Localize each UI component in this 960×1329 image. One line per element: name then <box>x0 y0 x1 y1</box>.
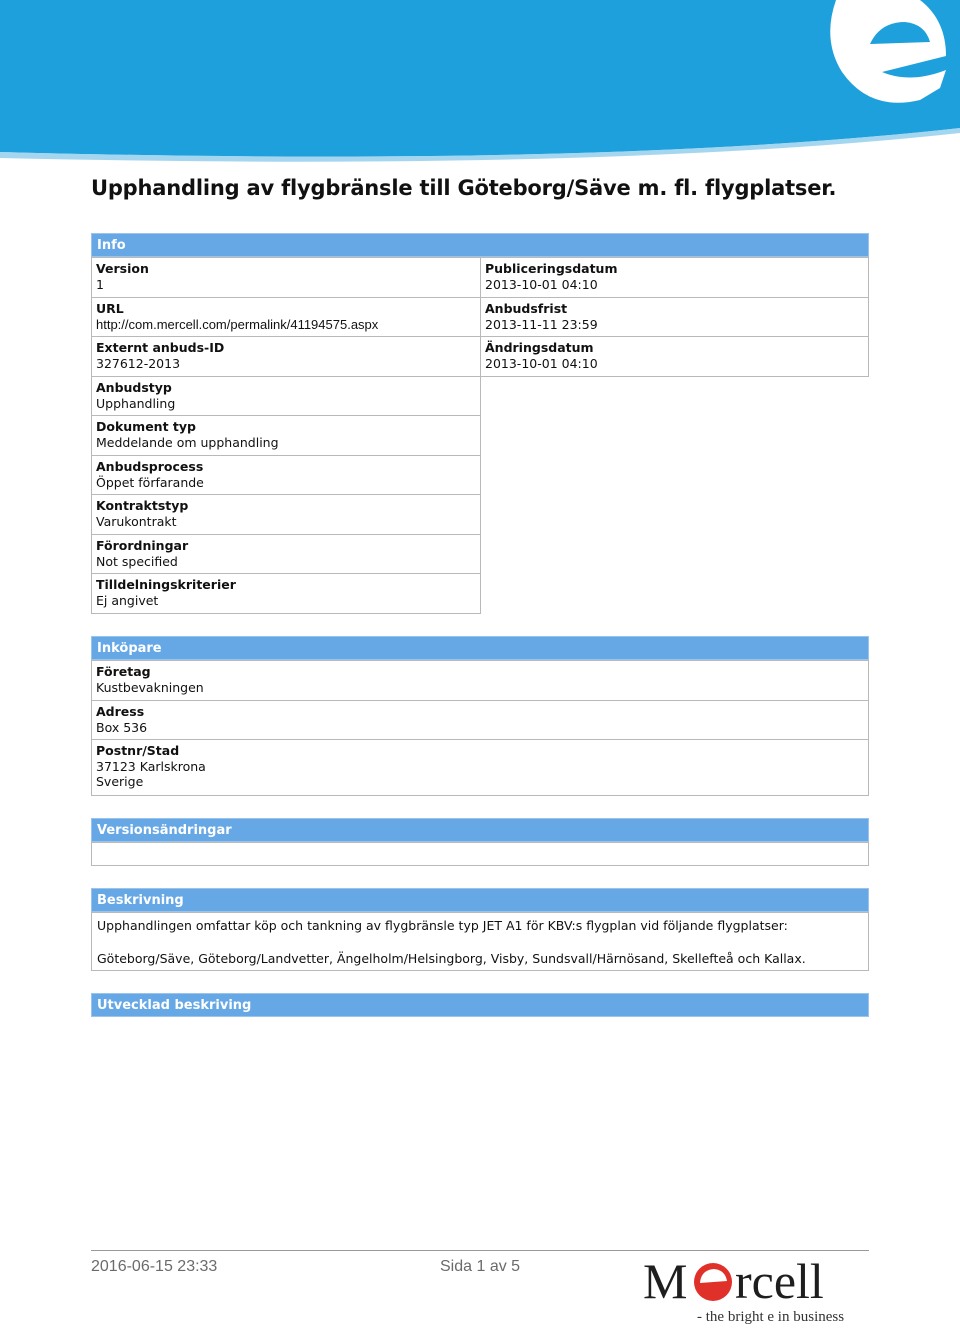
field-label: Anbudstyp <box>96 380 172 395</box>
document-title: Upphandling av flygbränsle till Göteborg/Säve m. fl. flygplatser. <box>91 176 837 200</box>
info-field-process <box>91 455 481 495</box>
info-field-external-id <box>91 336 481 377</box>
info-field-url <box>91 297 481 337</box>
country-value: Sverige <box>96 774 144 789</box>
field-label: Postnr/Stad <box>96 743 180 758</box>
info-field-regulations <box>91 534 481 574</box>
field-label: Tilldelningskriterier <box>96 577 236 592</box>
field-value: Öppet förfarande <box>96 474 204 490</box>
info-field-document-type <box>91 415 481 456</box>
field-label: Anbudsfrist <box>485 301 568 316</box>
field-value: 1 <box>96 276 104 292</box>
field-label: Företag <box>96 664 151 679</box>
description-paragraph: Göteborg/Säve, Göteborg/Landvetter, Ängelholm/Helsingborg, Visby, Sundsvall/Härnösand, Skellefteå och Kallax. <box>97 951 806 966</box>
footer-divider <box>91 1250 869 1251</box>
buyer-field-address <box>91 700 869 740</box>
field-label: Externt anbuds-ID <box>96 340 225 355</box>
field-label: Anbudsprocess <box>96 459 204 474</box>
field-value: Upphandling <box>96 395 176 411</box>
logo-suffix: rcell <box>735 1253 824 1309</box>
field-value: 2013-10-01 04:10 <box>485 355 598 371</box>
field-label: Förordningar <box>96 538 189 553</box>
info-field-publication-date <box>480 257 869 298</box>
field-value: 37123 Karlskrona <box>96 758 206 774</box>
field-value: Meddelande om upphandling <box>96 434 279 450</box>
description-body <box>91 912 869 971</box>
buyer-field-company <box>91 660 869 701</box>
field-value: Varukontrakt <box>96 513 177 529</box>
buyer-field-postal <box>91 739 869 796</box>
logo-prefix: M <box>643 1253 688 1309</box>
logo-tagline: - the bright e in business <box>697 1309 845 1325</box>
field-label: Publiceringsdatum <box>485 261 618 276</box>
field-label: Ändringsdatum <box>485 340 594 355</box>
description-section-header: Beskrivning <box>91 888 869 912</box>
info-field-version <box>91 257 481 298</box>
footer-page-number: Sida 1 av 5 <box>440 1258 521 1275</box>
info-field-modified-date <box>480 336 869 377</box>
field-value: 2013-11-11 23:59 <box>485 316 598 332</box>
field-value: Not specified <box>96 553 178 569</box>
field-value: 2013-10-01 04:10 <box>485 276 598 292</box>
description-paragraph: Upphandlingen omfattar köp och tankning av flygbränsle typ JET A1 för KBV:s flygplan vid följande flygplatser: <box>97 918 788 933</box>
field-label: Dokument typ <box>96 419 196 434</box>
header-banner <box>0 0 960 165</box>
version-changes-section-header: Versionsändringar <box>91 818 869 842</box>
field-value: Ej angivet <box>96 592 159 608</box>
info-field-tender-type <box>91 376 481 416</box>
buyer-section-header: Inköpare <box>91 636 869 660</box>
info-field-contract-type <box>91 494 481 535</box>
field-label: Adress <box>96 704 145 719</box>
permalink-link[interactable]: http://com.mercell.com/permalink/41194575.aspx <box>96 316 379 332</box>
extended-description-section-header: Utvecklad beskriving <box>91 993 869 1017</box>
field-value: 327612-2013 <box>96 355 181 371</box>
info-section-header: Info <box>91 233 869 257</box>
footer-timestamp: 2016-06-15 23:33 <box>91 1258 218 1275</box>
field-label: Kontraktstyp <box>96 498 189 513</box>
info-field-award-criteria <box>91 573 481 614</box>
version-changes-body <box>91 842 869 866</box>
logo-e-icon <box>694 1263 732 1301</box>
field-label: URL <box>96 301 124 316</box>
field-value: Kustbevakningen <box>96 679 204 695</box>
info-field-deadline <box>480 297 869 337</box>
field-label: Version <box>96 261 149 276</box>
field-value: Box 536 <box>96 719 148 735</box>
